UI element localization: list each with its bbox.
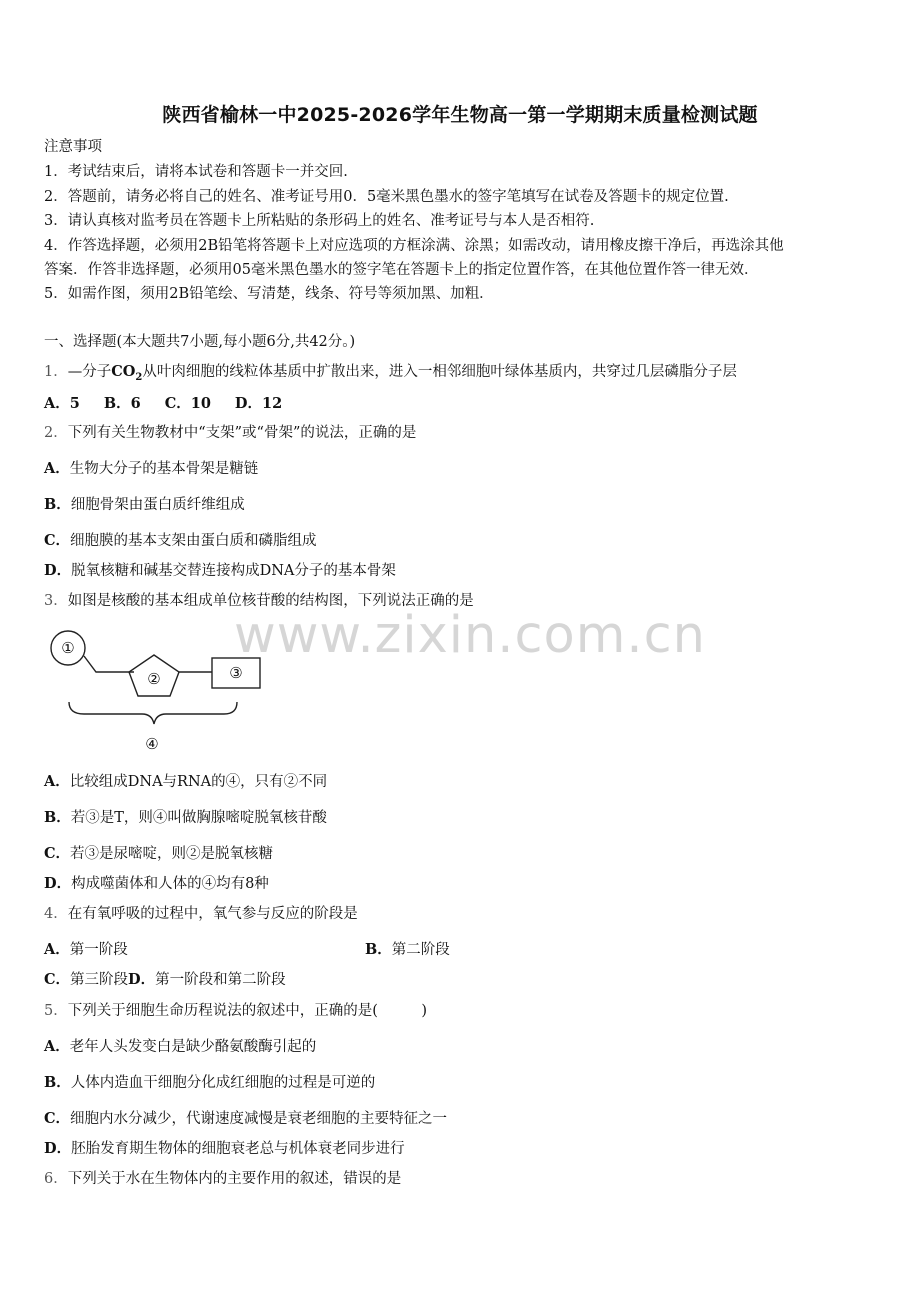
options-c-d <box>44 970 286 990</box>
option-label: C． <box>44 971 71 988</box>
option-text: 第二阶段 <box>391 942 450 958</box>
option-d <box>44 561 396 581</box>
option-label: C． <box>44 845 71 862</box>
notice-item: 2．答题前，请务必将自己的姓名、准考证号用0．5毫米黑色墨水的签字笔填写在试卷及答题卡的规定位置. <box>44 189 729 205</box>
option-c: C．10 <box>164 395 211 412</box>
option-c <box>44 531 317 551</box>
page-title: 陕西省榆林一中2025-2026学年生物高一第一学期期末质量检测试题 <box>162 104 758 126</box>
question-number: 1． <box>44 364 68 380</box>
option-label: D． <box>44 562 72 579</box>
question-3 <box>44 591 474 611</box>
notice-item: 3．请认真核对监考员在答题卡上所粘贴的条形码上的姓名、准考证号与本人是否相符. <box>44 213 595 229</box>
option-label: D． <box>128 971 156 988</box>
option-label: C． <box>44 532 71 549</box>
question-5 <box>44 1001 427 1021</box>
option-text: 比较组成DNA与RNA的④，只有②不同 <box>69 774 328 790</box>
option-c <box>44 844 273 864</box>
q1-options <box>44 394 306 414</box>
option-c <box>44 1109 447 1129</box>
co2-formula <box>111 363 143 383</box>
option-text: 若③是T，则④叫做胸腺嘧啶脱氧核苷酸 <box>70 810 327 826</box>
option-text: 构成噬菌体和人体的④均有8种 <box>71 876 269 892</box>
option-a <box>44 1037 316 1057</box>
option-label: C． <box>44 1110 71 1127</box>
option-d: D．12 <box>234 395 283 412</box>
question-1 <box>44 362 737 388</box>
option-text: 生物大分子的基本骨架是糖链 <box>69 461 259 477</box>
question-number: 5． <box>44 1003 68 1019</box>
question-text: 下列关于细胞生命历程说法的叙述中，正确的是( ) <box>67 1003 428 1019</box>
label-4: ④ <box>145 735 159 753</box>
option-label: A． <box>44 460 70 477</box>
notice-item: 5．如需作图，须用2B铅笔绘、写清楚，线条、符号等须加黑、加粗． <box>44 286 494 302</box>
option-a <box>44 459 258 479</box>
option-label: A． <box>44 1038 70 1055</box>
option-label: A． <box>44 773 70 790</box>
option-text: 第一阶段 <box>69 942 128 958</box>
notice-heading: 注意事项 <box>44 139 102 155</box>
option-b <box>44 495 245 515</box>
label-3: ③ <box>229 664 243 682</box>
question-4 <box>44 904 358 924</box>
option-text: 第一阶段和第二阶段 <box>155 972 286 988</box>
option-d <box>44 1139 405 1159</box>
question-text: 下列关于水在生物体内的主要作用的叙述，错误的是 <box>67 1171 402 1187</box>
option-b <box>365 940 450 960</box>
option-b: B．6 <box>103 395 141 412</box>
option-label: B． <box>44 809 71 826</box>
option-text: 细胞内水分减少，代谢速度减慢是衰老细胞的主要特征之一 <box>70 1111 448 1127</box>
option-label: B． <box>44 1074 71 1091</box>
notice-item: 1．考试结束后，请将本试卷和答题卡一并交回. <box>44 164 348 180</box>
nucleotide-diagram <box>44 622 274 757</box>
notice-item: 答案．作答非选择题，必须用05毫米黑色墨水的签字笔在答题卡上的指定位置作答，在其他位置作答一律无效． <box>44 262 759 278</box>
question-number: 3． <box>44 593 68 609</box>
formula-subscript: 2 <box>135 371 143 383</box>
question-text: —分子 <box>67 364 112 380</box>
question-text: 下列有关生物教材中“支架”或“骨架”的说法，正确的是 <box>67 425 417 441</box>
option-label: D． <box>44 875 72 892</box>
option-text: 细胞骨架由蛋白质纤维组成 <box>70 497 245 513</box>
option-a: A．5 <box>44 395 80 412</box>
option-label: B． <box>44 496 71 513</box>
option-text: 老年人头发变白是缺少酪氨酸酶引起的 <box>69 1039 317 1055</box>
option-a <box>44 772 327 792</box>
option-b <box>44 1073 375 1093</box>
option-d <box>44 874 269 894</box>
question-text: 在有氧呼吸的过程中，氧气参与反应的阶段是 <box>67 906 358 922</box>
question-2 <box>44 423 416 443</box>
question-number: 2． <box>44 425 68 441</box>
option-text: 若③是尿嘧啶，则②是脱氧核糖 <box>70 846 274 862</box>
option-text: 细胞膜的基本支架由蛋白质和磷脂组成 <box>70 533 317 549</box>
notice-item: 4．作答选择题，必须用2B铅笔将答题卡上对应选项的方框涂满、涂黑；如需改动，请用橡皮擦干净后，再选涂其他 <box>44 238 784 254</box>
option-label: D． <box>44 1140 72 1157</box>
option-b <box>44 808 327 828</box>
option-label: B． <box>365 941 392 958</box>
bond-line <box>84 656 134 672</box>
question-number: 6． <box>44 1171 68 1187</box>
formula-base: CO <box>111 363 136 380</box>
watermark: www.zixin.com.cn <box>234 606 706 665</box>
question-number: 4． <box>44 906 68 922</box>
question-text: 从叶肉细胞的线粒体基质中扩散出来，进入一相邻细胞叶绿体基质内，共穿过几层磷脂分子层 <box>142 364 737 380</box>
option-label: A． <box>44 941 70 958</box>
question-6 <box>44 1169 401 1189</box>
question-text: 如图是核酸的基本组成单位核苷酸的结构图，下列说法正确的是 <box>67 593 474 609</box>
label-1: ① <box>61 639 75 657</box>
option-text: 脱氧核糖和碱基交替连接构成DNA分子的基本骨架 <box>71 563 396 579</box>
option-a <box>44 940 128 960</box>
section-heading: 一、选择题(本大题共7小题,每小题6分,共42分。) <box>44 334 356 350</box>
option-text: 胚胎发育期生物体的细胞衰老总与机体衰老同步进行 <box>71 1141 405 1157</box>
option-text: 第三阶段 <box>70 972 129 988</box>
option-text: 人体内造血干细胞分化成红细胞的过程是可逆的 <box>70 1075 376 1091</box>
brace <box>69 702 237 724</box>
label-2: ② <box>147 670 161 688</box>
